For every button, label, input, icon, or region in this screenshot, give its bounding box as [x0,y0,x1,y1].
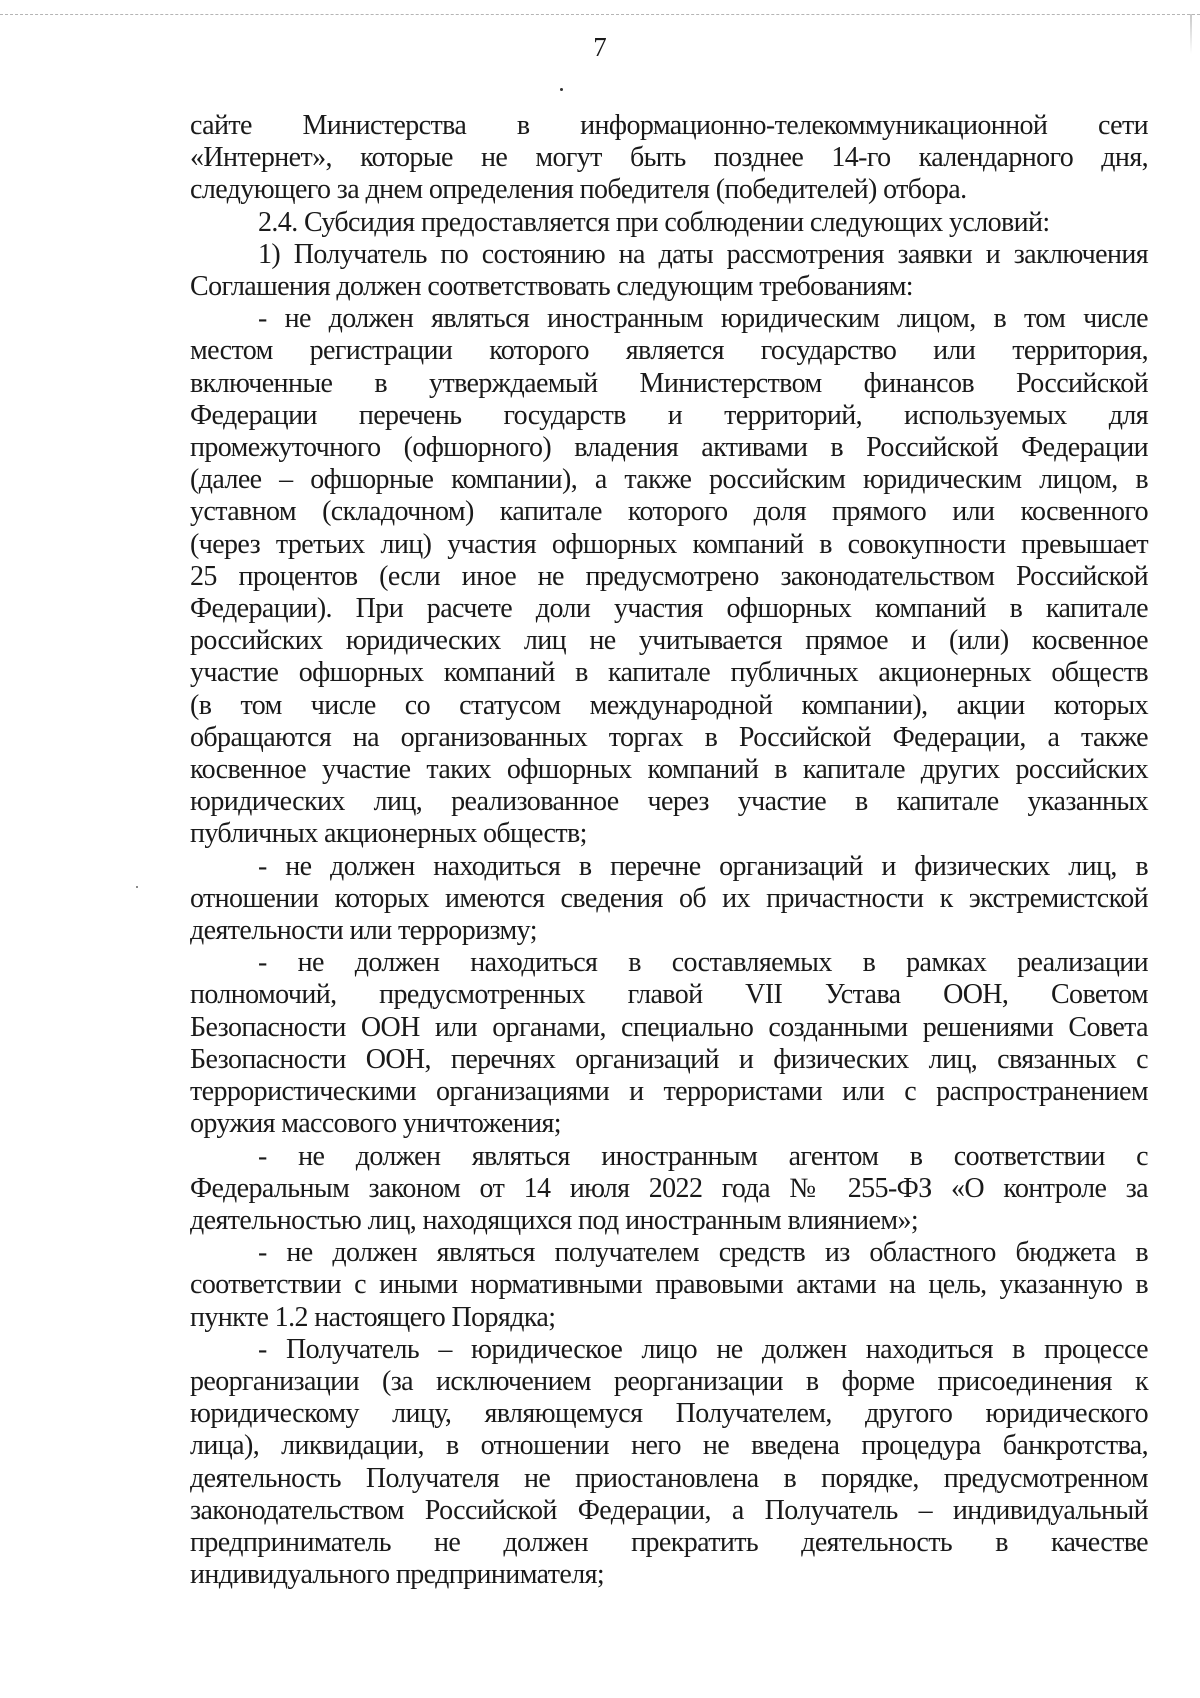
text-line: (далее – офшорные компании), а также российским юридическим лицом, в [190,464,1148,496]
text-line: законодательством Российской Федерации, а Получатель – индивидуальный [190,1494,1148,1526]
text-line: Безопасности ООН, перечнях организаций и физических лиц, связанных с [190,1043,1148,1075]
text-line: (через третьих лиц) участия офшорных компаний в совокупности превышает [190,528,1148,560]
text-line: публичных акционерных обществ; [190,818,587,850]
text-line: предприниматель не должен прекратить деятельность в качестве [190,1526,1148,1558]
text-line: - не должен являться иностранным юридическим лицом, в том числе [258,303,1148,335]
text-line: Федерации перечень государств и территорий, используемых для [190,399,1148,431]
text-line: «Интернет», которые не могут быть позднее 14-го календарного дня, [190,142,1148,174]
text-line: деятельностью лиц, находящихся под иностранным влиянием»; [190,1204,919,1236]
text-line: Соглашения должен соответствовать следующим требованиям: [190,271,913,303]
text-line: отношении которых имеются сведения об их причастности к экстремистской [190,882,1148,914]
text-line: сайте Министерства в информационно-телекоммуникационной сети [190,110,1148,141]
text-line: полномочий, предусмотренных главой VII Устава ООН, Советом [190,979,1148,1011]
text-line: Федеральным законом от 14 июля 2022 года № 255-ФЗ «О контроле за [190,1172,1148,1204]
text-line: - не должен находиться в составляемых в рамках реализации [258,947,1148,979]
scan-stray-mark [136,886,138,888]
text-line: соответствии с иными нормативными правовыми актами на цель, указанную в [190,1269,1148,1301]
text-line: - не должен являться получателем средств из областного бюджета в [258,1237,1148,1269]
text-line: деятельности или терроризму; [190,915,537,947]
text-line: реорганизации (за исключением реорганизации в форме присоединения к [190,1365,1148,1397]
text-line: юридических лиц, реализованное через участие в капитале указанных [190,786,1148,818]
text-line: местом регистрации которого является государство или территория, [190,335,1148,367]
text-line: 2.4. Субсидия предоставляется при соблюдении следующих условий: [258,206,1050,238]
text-line: 25 процентов (если иное не предусмотрено законодательством Российской [190,560,1148,592]
text-line: промежуточного (офшорного) владения активами в Российской Федерации [190,432,1148,464]
text-line: косвенное участие таких офшорных компаний в капитале других российских [190,754,1148,786]
text-line: лица), ликвидации, в отношении него не введена процедура банкротства, [190,1430,1148,1462]
text-line: оружия массового уничтожения; [190,1108,561,1140]
text-line: Безопасности ООН или органами, специально созданными решениями Совета [190,1011,1148,1043]
text-line: - не должен находиться в перечне организаций и физических лиц, в [258,850,1148,882]
text-line: юридическому лицу, являющемуся Получателем, другого юридического [190,1398,1148,1430]
text-line: индивидуального предпринимателя; [190,1559,605,1591]
text-line: российских юридических лиц не учитывается прямое и (или) косвенное [190,625,1148,657]
text-line: включенные в утверждаемый Министерством финансов Российской [190,367,1148,399]
text-line: террористическими организациями и террористами или с распространением [190,1076,1148,1108]
text-line: деятельность Получателя не приостановлена в порядке, предусмотренном [190,1462,1148,1494]
text-line: - не должен являться иностранным агентом в соответствии с [258,1140,1148,1172]
text-line: следующего за днем определения победителя (победителей) отбора. [190,174,967,206]
text-line: 1) Получатель по состоянию на даты рассмотрения заявки и заключения [258,238,1148,270]
text-line: (в том числе со статусом международной компании), акции которых [190,689,1148,721]
page-number: 7 [593,32,607,62]
document-body [190,110,1148,1591]
text-line: уставном (складочном) капитале которого доля прямого или косвенного [190,496,1148,528]
text-line: Федерации). При расчете доли участия офшорных компаний в капитале [190,593,1148,625]
text-line: - Получатель – юридическое лицо не должен находиться в процессе [258,1333,1148,1365]
scan-dot-mark [560,88,563,91]
text-line: пункте 1.2 настоящего Порядка; [190,1301,556,1333]
text-line: участие офшорных компаний в капитале публичных акционерных обществ [190,657,1148,689]
text-line: обращаются на организованных торгах в Российской Федерации, а также [190,721,1148,753]
scan-edge-line [0,14,1200,21]
